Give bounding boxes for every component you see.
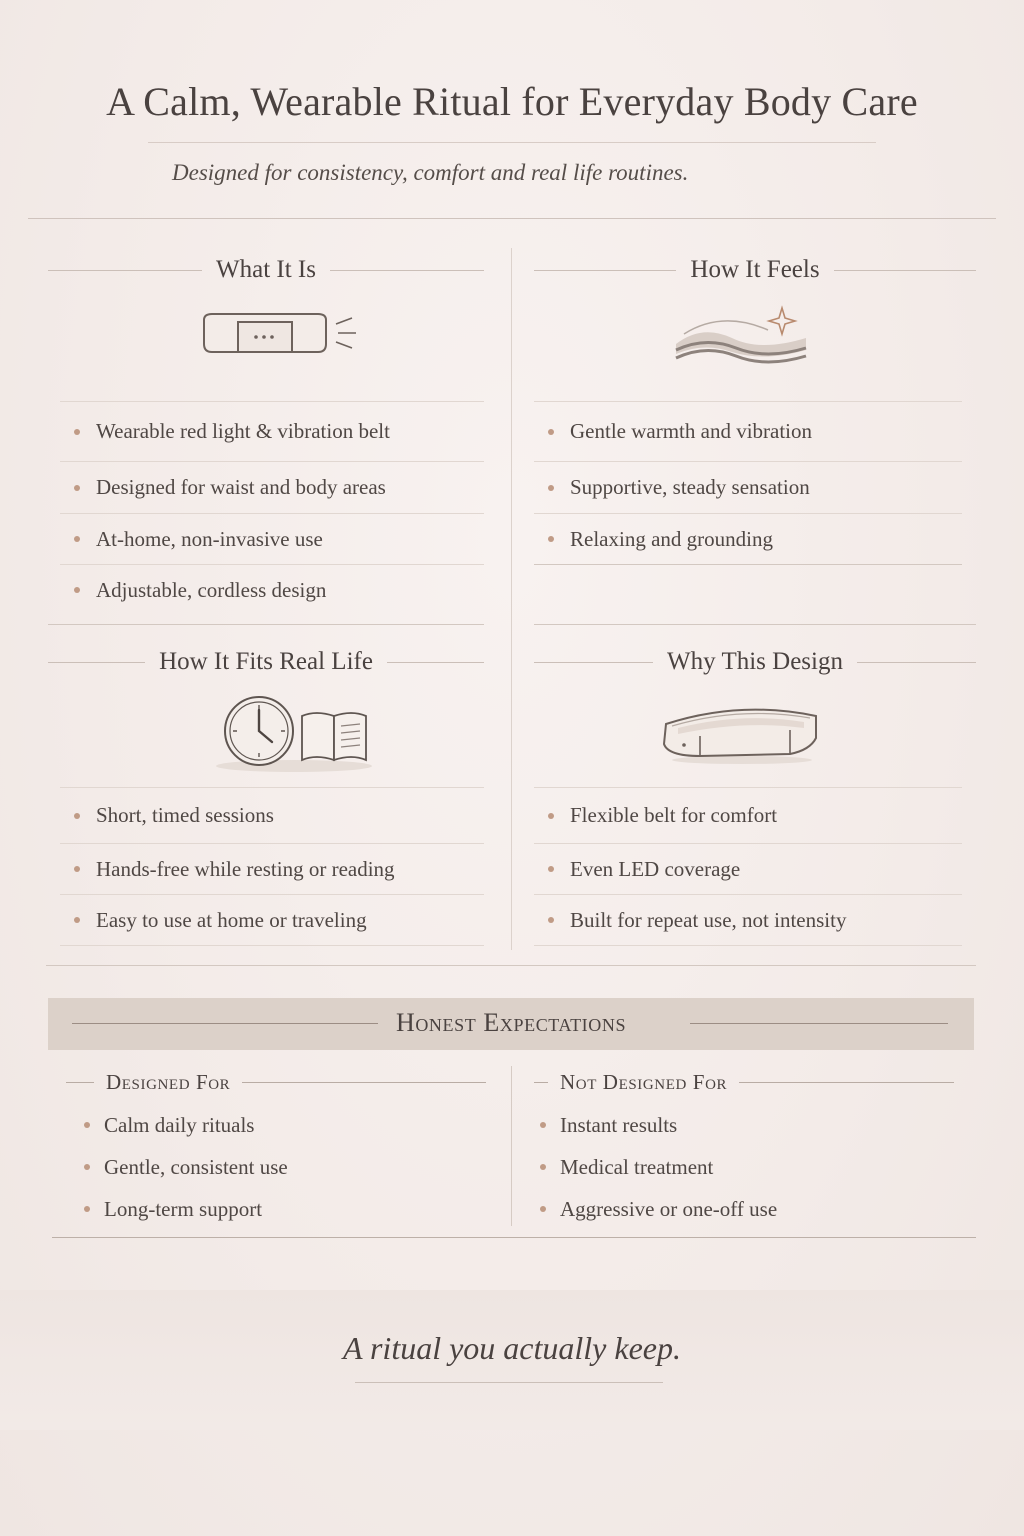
fits-real-life-list (60, 787, 484, 946)
list-item: Easy to use at home or traveling (60, 894, 484, 946)
not-designed-for-header (534, 1070, 954, 1095)
section-header-what-it-is (48, 256, 484, 284)
bullet-icon (74, 587, 80, 593)
how-it-feels-list (534, 401, 962, 564)
list-item: Aggressive or one-off use (532, 1188, 952, 1230)
list-item: Calm daily rituals (76, 1104, 496, 1146)
belt-icon (198, 306, 358, 360)
grid-bottom-divider (46, 965, 976, 966)
list-item: Relaxing and grounding (534, 513, 962, 564)
list-item: Flexible belt for comfort (534, 787, 962, 843)
section-title: Why This Design (667, 648, 843, 675)
list-item: Medical treatment (532, 1146, 952, 1188)
list-item: Gentle warmth and vibration (534, 401, 962, 461)
header-divider (28, 218, 996, 219)
bullet-icon (84, 1122, 90, 1128)
bullet-icon (74, 813, 80, 819)
list-item: Built for repeat use, not intensity (534, 894, 962, 946)
subsection-title: Designed For (106, 1070, 231, 1094)
list-item: Adjustable, cordless design (60, 564, 484, 615)
list-item: Short, timed sessions (60, 787, 484, 843)
bullet-icon (74, 485, 80, 491)
list-item: Gentle, consistent use (76, 1146, 496, 1188)
honest-column-divider (511, 1066, 512, 1226)
list-item: At-home, non-invasive use (60, 513, 484, 564)
not-designed-for-list (532, 1104, 952, 1230)
section-title: How It Fits Real Life (159, 648, 373, 675)
tagline-underline (355, 1382, 663, 1383)
honest-bottom-divider (52, 1237, 976, 1238)
banner-title: Honest Expectations (395, 1008, 627, 1037)
section-header-fits-real-life (48, 648, 484, 676)
bullet-icon (74, 536, 80, 542)
subsection-title: Not Designed For (560, 1070, 728, 1094)
list-item: Wearable red light & vibration belt (60, 401, 484, 461)
flexible-belt-icon (660, 702, 822, 766)
bullet-icon (74, 429, 80, 435)
bullet-icon (548, 429, 554, 435)
list-item: Long-term support (76, 1188, 496, 1230)
section-header-how-it-feels (534, 256, 976, 284)
list-item: Supportive, steady sensation (534, 461, 962, 513)
column-divider (511, 248, 512, 950)
section-divider (48, 624, 484, 625)
bullet-icon (548, 917, 554, 923)
section-title: How It Feels (690, 256, 820, 283)
page-title: A Calm, Wearable Ritual for Everyday Body Care (106, 79, 918, 124)
clock-and-book-icon (214, 696, 374, 774)
honest-expectations-banner (48, 998, 974, 1050)
what-it-is-list (60, 401, 484, 615)
bullet-icon (84, 1206, 90, 1212)
bullet-icon (84, 1164, 90, 1170)
list-end-divider (534, 564, 962, 565)
section-title: What It Is (216, 256, 316, 283)
bullet-icon (540, 1206, 546, 1212)
why-design-list (534, 787, 962, 946)
bullet-icon (540, 1164, 546, 1170)
bullet-icon (548, 813, 554, 819)
designed-for-header (66, 1070, 486, 1095)
bullet-icon (548, 536, 554, 542)
bullet-icon (74, 866, 80, 872)
bullet-icon (548, 485, 554, 491)
warm-wave-sparkle-icon (672, 304, 812, 366)
list-item: Instant results (532, 1104, 952, 1146)
designed-for-list (76, 1104, 496, 1230)
list-item: Hands-free while resting or reading (60, 843, 484, 894)
page-subtitle: Designed for consistency, comfort and real life routines. (172, 160, 689, 185)
list-item: Designed for waist and body areas (60, 461, 484, 513)
list-item: Even LED coverage (534, 843, 962, 894)
title-divider (148, 142, 876, 143)
bullet-icon (74, 917, 80, 923)
footer-tagline: A ritual you actually keep. (343, 1330, 681, 1366)
bullet-icon (548, 866, 554, 872)
bullet-icon (540, 1122, 546, 1128)
section-divider (534, 624, 976, 625)
section-header-why-design (534, 648, 976, 676)
